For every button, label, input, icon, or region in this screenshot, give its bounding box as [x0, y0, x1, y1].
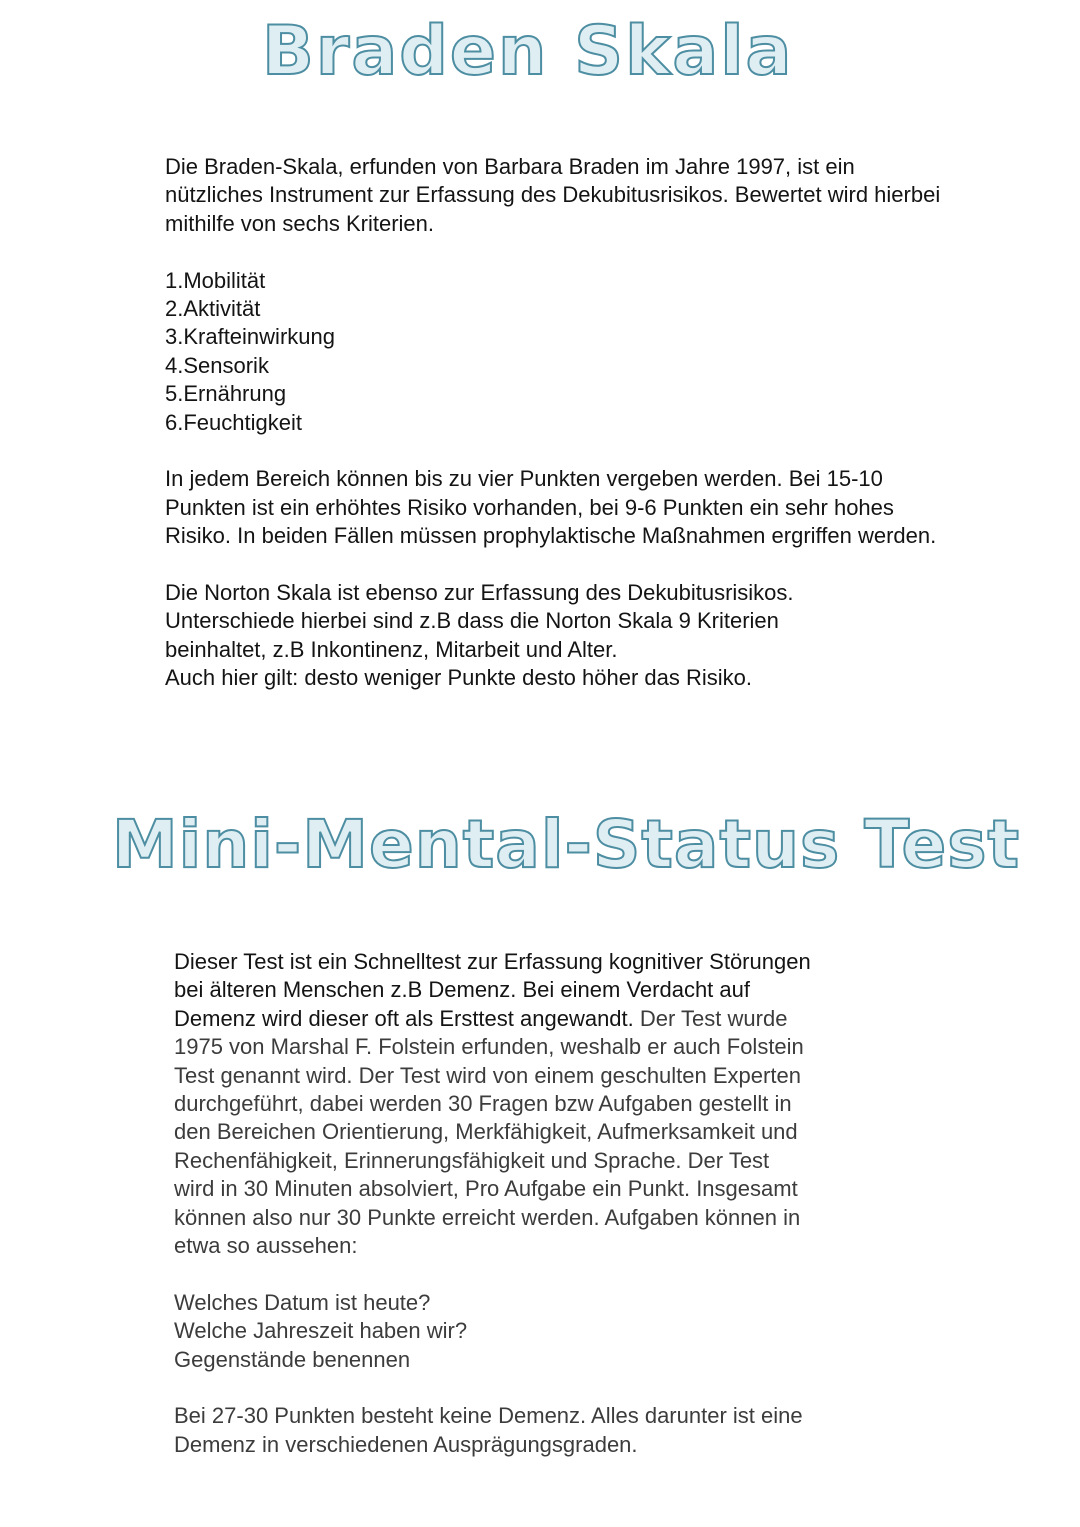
mmst-line: Test genannt wird. Der Test wird von einem geschulten Experten: [174, 1062, 801, 1088]
braden-title: Braden Skala: [262, 12, 794, 91]
mmst-line: können also nur 30 Punkte erreicht werden. Aufgaben können in: [174, 1204, 801, 1230]
norton-line: Auch hier gilt: desto weniger Punkte desto höher das Risiko.: [165, 665, 752, 691]
criteria-item: 2.Aktivität: [165, 296, 261, 322]
question-item: Gegenstände benennen: [174, 1346, 411, 1372]
criteria-item: 4.Sensorik: [165, 352, 269, 378]
criteria-item: 6.Feuchtigkeit: [165, 409, 302, 435]
norton-line: Unterschiede hierbei sind z.B dass die Norton Skala 9 Kriterien: [165, 608, 779, 634]
mmst-line: den Bereichen Orientierung, Merkfähigkeit, Aufmerksamkeit und: [174, 1119, 798, 1145]
braden-criteria-list: [165, 267, 955, 437]
question-item: Welches Datum ist heute?: [174, 1289, 431, 1315]
mmst-title: Mini-Mental-Status Test: [112, 806, 1021, 883]
braden-scoring: In jedem Bereich können bis zu vier Punkten vergeben werden. Bei 15-10 Punkten ist ein erhöhtes Risiko vorhanden, bei 9-6 Punkten ein sehr hohes Risiko. In beiden Fällen müssen prophylaktische Maßnahmen ergriffen werden.: [165, 466, 937, 549]
mmst-intro-end: Demenz wird dieser oft als Ersttest angewandt.: [174, 1005, 634, 1031]
norton-line: beinhaltet, z.B Inkontinenz, Mitarbeit und Alter.: [165, 636, 618, 662]
result-line: Bei 27-30 Punkten besteht keine Demenz. Alles darunter ist eine: [174, 1403, 803, 1429]
mmst-details-start: Der Test wurde: [639, 1005, 788, 1031]
norton-paragraph: [165, 579, 955, 693]
result-line: Demenz in verschiedenen Ausprägungsgraden.: [174, 1431, 638, 1457]
mmst-line: 1975 von Marshal F. Folstein erfunden, weshalb er auch Folstein: [174, 1034, 804, 1060]
mmst-line: bei älteren Menschen z.B Demenz. Bei einem Verdacht auf: [174, 977, 750, 1003]
mmst-result: [174, 1402, 894, 1459]
mmst-line: Rechenfähigkeit, Erinnerungsfähigkeit und Sprache. Der Test: [174, 1147, 770, 1173]
criteria-item: 1.Mobilität: [165, 267, 266, 293]
criteria-item: 5.Ernährung: [165, 381, 287, 407]
mmst-section: [174, 948, 894, 1459]
question-item: Welche Jahreszeit haben wir?: [174, 1318, 468, 1344]
criteria-item: 3.Krafteinwirkung: [165, 324, 335, 350]
braden-intro: Die Braden-Skala, erfunden von Barbara Braden im Jahre 1997, ist ein nützliches Instrument zur Erfassung des Dekubitusrisikos. Bewertet wird hierbei mithilfe von sechs Kriterien.: [165, 154, 941, 236]
mmst-line: [174, 1005, 894, 1033]
mmst-line: durchgeführt, dabei werden 30 Fragen bzw Aufgaben gestellt in: [174, 1091, 792, 1117]
mmst-line: Dieser Test ist ein Schnelltest zur Erfassung kognitiver Störungen: [174, 949, 811, 974]
norton-line: Die Norton Skala ist ebenso zur Erfassung des Dekubitusrisikos.: [165, 580, 794, 606]
mmst-line: wird in 30 Minuten absolviert, Pro Aufgabe ein Punkt. Insgesamt: [174, 1176, 798, 1202]
mmst-questions: [174, 1289, 894, 1374]
braden-section: [165, 153, 955, 693]
mmst-line: etwa so aussehen:: [174, 1233, 358, 1259]
mmst-paragraph: [174, 948, 894, 1260]
